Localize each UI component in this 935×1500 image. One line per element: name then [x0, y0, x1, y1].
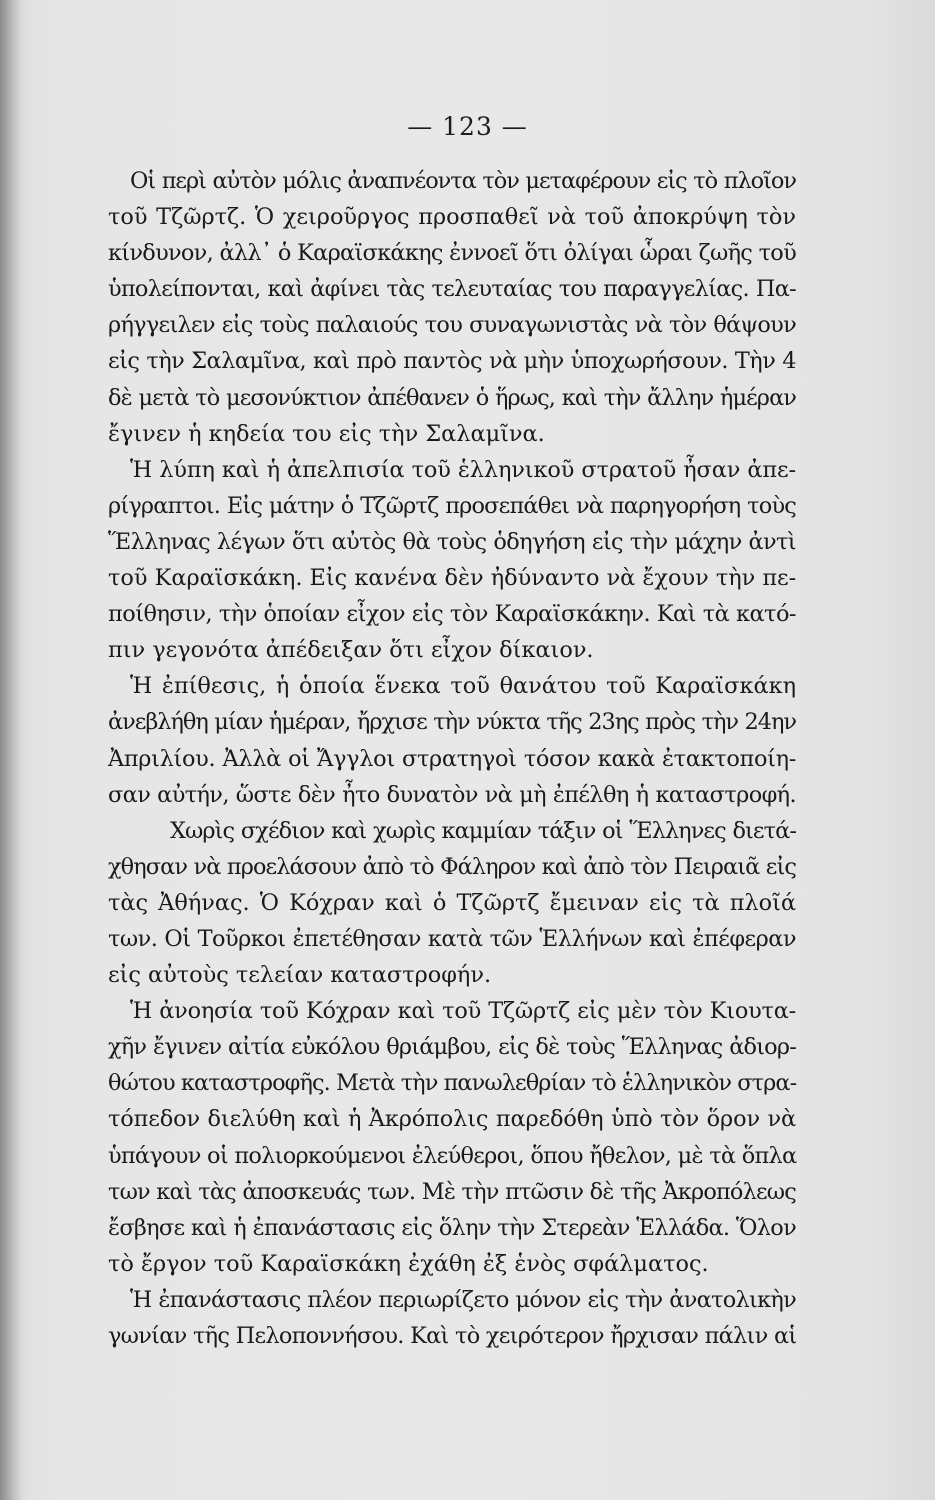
- page-number: — 123 —: [407, 112, 528, 141]
- text-line: ἔγινεν ἡ κηδεία του εἰς τὴν Σαλαμῖνα.: [108, 420, 545, 447]
- text-line: θώτου καταστροφῆς. Μετὰ τὴν πανωλεθρίαν τὸ ἑλληνικὸν στρα-: [108, 1070, 797, 1097]
- text-line: χῆν ἔγινεν αἰτία εὐκόλου θριάμβου, εἰς δὲ τοὺς Ἕλληνας ἀδιορ-: [108, 1034, 796, 1061]
- text-line: εἰς τὴν Σαλαμῖνα, καὶ πρὸ παντὸς νὰ μὴν ὑποχωρήσουν. Τὴν 4: [108, 348, 796, 375]
- text-line: κίνδυνον, ἀλλ᾽ ὁ Καραϊσκάκης ἐννοεῖ ὅτι ὀλίγαι ὧραι ζωῆς τοῦ: [108, 240, 796, 267]
- gutter-shadow: [0, 0, 22, 1500]
- text-line: των καὶ τὰς ἀποσκευάς των. Μὲ τὴν πτῶσιν δὲ τῆς Ἀκροπόλεως: [108, 1178, 796, 1205]
- text-line: Ἕλληνας λέγων ὅτι αὐτὸς θὰ τοὺς ὁδηγήση εἰς τὴν μάχην ἀντὶ: [108, 528, 796, 555]
- text-line: ὑπάγουν οἱ πολιορκούμενοι ἐλεύθεροι, ὅπου ἤθελον, μὲ τὰ ὅπλα: [108, 1142, 797, 1169]
- text-line: γωνίαν τῆς Πελοποννήσου. Καὶ τὸ χειρότερον ἤρχισαν πάλιν αἱ: [108, 1323, 797, 1349]
- text-line: τὰς Ἀθήνας. Ὁ Κόχραν καὶ ὁ Τζῶρτζ ἔμειναν εἰς τὰ πλοῖά: [108, 889, 796, 916]
- text-line: πιν γεγονότα ἀπέδειξαν ὅτι εἶχον δίκαιον.: [108, 637, 594, 664]
- text-line: ἔσβησε καὶ ἡ ἐπανάστασις εἰς ὅλην τὴν Στερεὰν Ἑλλάδα. Ὅλον: [108, 1214, 796, 1241]
- text-line: των. Οἱ Τοῦρκοι ἐπετέθησαν κατὰ τῶν Ἑλλήνων καὶ ἐπέφεραν: [108, 925, 796, 952]
- text-line: τόπεδον διελύθη καὶ ἡ Ἀκρόπολις παρεδόθη ὑπὸ τὸν ὅρον νὰ: [108, 1106, 796, 1133]
- body-text: [108, 163, 796, 1354]
- text-line: τὸ ἔργον τοῦ Καραϊσκάκη ἐχάθη ἐξ ἑνὸς σφάλματος.: [108, 1250, 709, 1277]
- text-line: Ἀπριλίου. Ἀλλὰ οἱ Ἄγγλοι στρατηγοὶ τόσον κακὰ ἐτακτοποίη-: [108, 745, 796, 772]
- text-line: Χωρὶς σχέδιον καὶ χωρὶς καμμίαν τάξιν οἱ Ἕλληνες διετά-: [170, 817, 796, 844]
- text-line: τοῦ Καραϊσκάκη. Εἰς κανένα δὲν ἠδύναντο νὰ ἔχουν τὴν πε-: [108, 565, 797, 592]
- text-line: τοῦ Τζῶρτζ. Ὁ χειροῦργος προσπαθεῖ νὰ τοῦ ἀποκρύψη τὸν: [108, 204, 796, 231]
- text-line: χθησαν νὰ προελάσουν ἀπὸ τὸ Φάληρον καὶ ἀπὸ τὸν Πειραιᾶ εἰς: [108, 853, 796, 880]
- text-line: Ἡ ἐπίθεσις, ἡ ὁποία ἕνεκα τοῦ θανάτου τοῦ Καραϊσκάκη: [130, 673, 796, 700]
- text-line: Ἡ λύπη καὶ ἡ ἀπελπισία τοῦ ἑλληνικοῦ στρατοῦ ἦσαν ἀπε-: [130, 456, 796, 483]
- text-line: ρίγραπτοι. Εἰς μάτην ὁ Τζῶρτζ προσεπάθει νὰ παρηγορήση τοὺς: [108, 492, 796, 519]
- text-line: ρήγγειλεν εἰς τοὺς παλαιούς του συναγωνιστὰς νὰ τὸν θάψουν: [108, 312, 796, 339]
- text-line: ὑπολείπονται, καὶ ἀφίνει τὰς τελευταίας του παραγγελίας. Πα-: [108, 276, 796, 303]
- text-line: ἀνεβλήθη μίαν ἡμέραν, ἤρχισε τὴν νύκτα τῆς 23ης πρὸς τὴν 24ην: [108, 709, 796, 736]
- text-line: ποίθησιν, τὴν ὁποίαν εἶχον εἰς τὸν Καραϊσκάκην. Καὶ τὰ κατό-: [108, 601, 796, 628]
- text-line: Ἡ ἐπανάστασις πλέον περιωρίζετο μόνον εἰς τὴν ἀνατολικὴν: [130, 1286, 796, 1313]
- text-line: εἰς αὐτοὺς τελείαν καταστροφήν.: [108, 962, 492, 989]
- text-line: δὲ μετὰ τὸ μεσονύκτιον ἀπέθανεν ὁ ἥρως, καὶ τὴν ἄλλην ἡμέραν: [108, 384, 796, 411]
- text-line: Ἡ ἀνοησία τοῦ Κόχραν καὶ τοῦ Τζῶρτζ εἰς μὲν τὸν Κιουτα-: [130, 998, 796, 1025]
- text-line: Οἱ περὶ αὐτὸν μόλις ἀναπνέοντα τὸν μεταφέρουν εἰς τὸ πλοῖον: [130, 168, 796, 194]
- text-line: σαν αὐτήν, ὥστε δὲν ἦτο δυνατὸν νὰ μὴ ἐπέλθη ἡ καταστροφή.: [108, 781, 796, 808]
